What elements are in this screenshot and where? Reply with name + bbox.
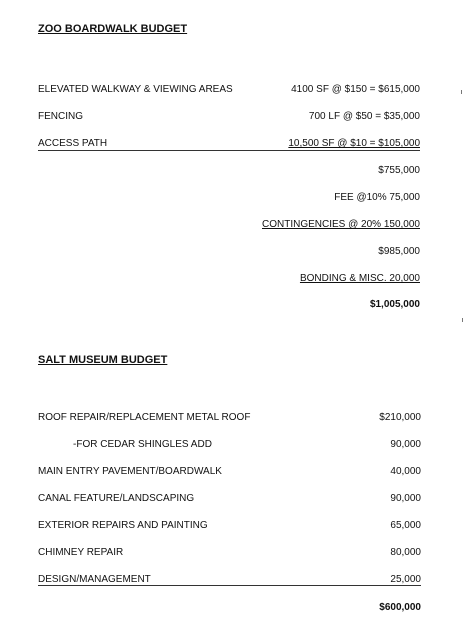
zoo-item-amount: 4100 SF @ $150 = $615,000 — [291, 84, 420, 95]
access-path-underline — [38, 150, 420, 151]
zoo-total: $1,005,000 — [369, 299, 420, 310]
zoo-fee: FEE @10% 75,000 — [334, 192, 420, 203]
zoo-contingencies: CONTINGENCIES @ 20% 150,000 — [262, 219, 420, 230]
design-management-underline — [38, 585, 421, 586]
zoo-item-label: FENCING — [38, 111, 83, 122]
salt-item-amount: $210,000 — [379, 412, 421, 423]
salt-item-label: MAIN ENTRY PAVEMENT/BOARDWALK — [38, 466, 222, 477]
salt-item-amount: 40,000 — [390, 466, 421, 477]
salt-item-amount: 65,000 — [390, 520, 421, 531]
salt-item-label: EXTERIOR REPAIRS AND PAINTING — [38, 520, 208, 531]
salt-item-label: CHIMNEY REPAIR — [38, 547, 124, 558]
salt-item-label: CANAL FEATURE/LANDSCAPING — [38, 493, 195, 504]
zoo-item-amount: 700 LF @ $50 = $35,000 — [308, 111, 420, 122]
scan-speck — [462, 318, 463, 322]
salt-item-amount: 90,000 — [390, 493, 421, 504]
salt-item-label: DESIGN/MANAGEMENT — [38, 574, 151, 585]
salt-total: $600,000 — [379, 602, 421, 613]
salt-item-amount: 80,000 — [390, 547, 421, 558]
salt-item-label: ROOF REPAIR/REPLACEMENT METAL ROOF — [38, 412, 251, 423]
salt-item-amount: 90,000 — [390, 439, 421, 450]
zoo-budget-title: ZOO BOARDWALK BUDGET — [38, 23, 188, 35]
salt-budget-title: SALT MUSEUM BUDGET — [38, 354, 168, 366]
zoo-subtotal-1: $755,000 — [378, 165, 420, 176]
zoo-item-label: ELEVATED WALKWAY & VIEWING AREAS — [38, 84, 233, 95]
zoo-item-amount: 10,500 SF @ $10 = $105,000 — [288, 138, 420, 149]
zoo-subtotal-2: $985,000 — [378, 246, 420, 257]
salt-item-label: -FOR CEDAR SHINGLES ADD — [73, 439, 212, 450]
scan-speck — [461, 90, 462, 94]
zoo-bonding: BONDING & MISC. 20,000 — [299, 273, 420, 284]
zoo-item-label: ACCESS PATH — [38, 138, 108, 149]
salt-item-amount: 25,000 — [390, 574, 421, 585]
